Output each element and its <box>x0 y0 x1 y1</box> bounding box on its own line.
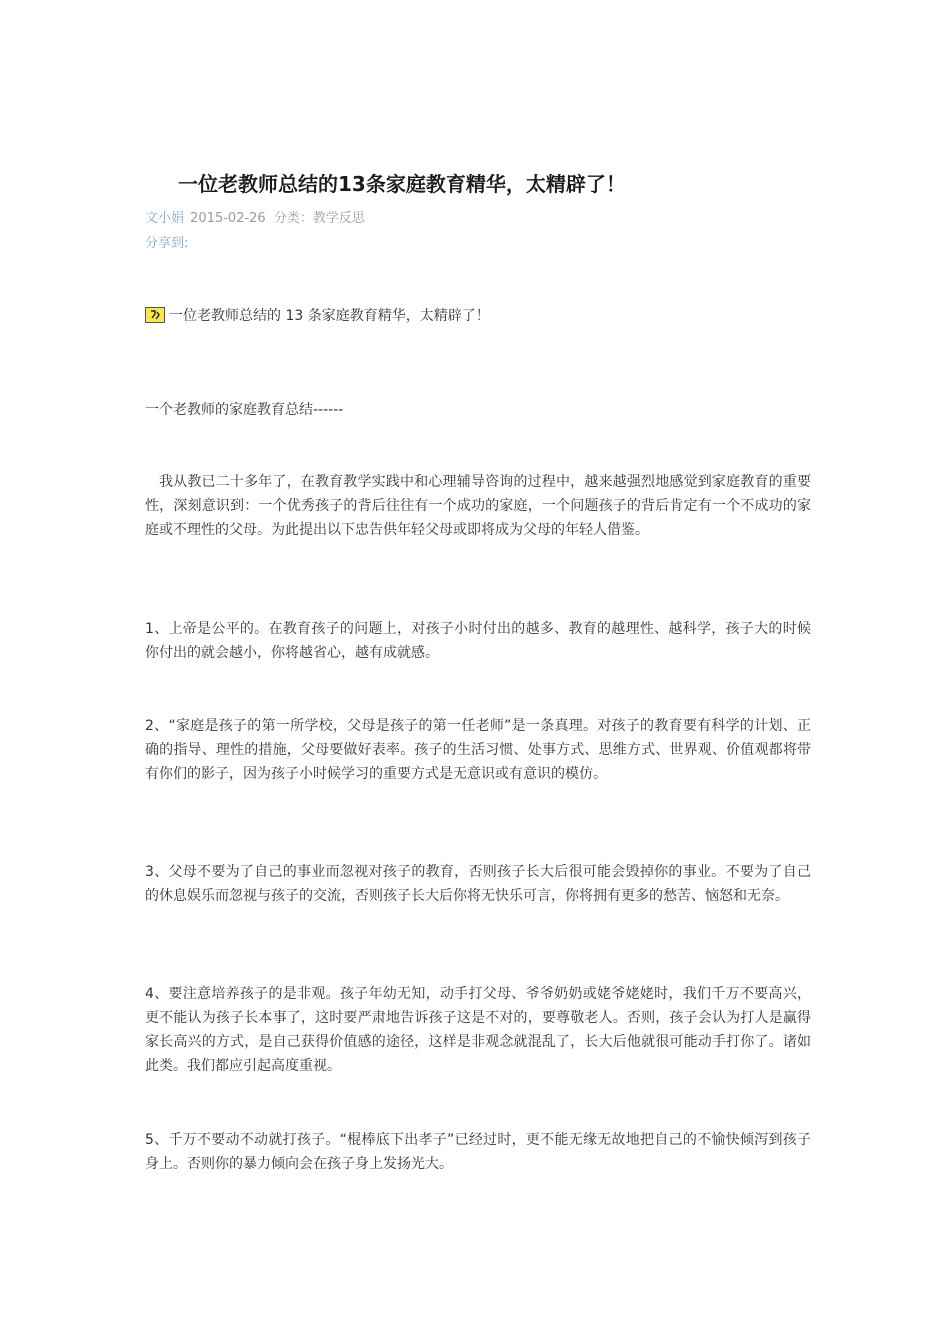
article-meta <box>145 210 365 228</box>
article-title: 一位老教师总结的13条家庭教育精华，太精辟了！ <box>178 172 626 196</box>
paragraph-item-3: 3、父母不要为了自己的事业而忽视对孩子的教育，否则孩子长大后很可能会毁掉你的事业。不要为了自己的休息娱乐而忽视与孩子的交流，否则孩子长大后你将无快乐可言，你将拥有更多的愁苦、恼怒和无奈。 <box>145 864 811 904</box>
category-label: 分类： <box>273 211 313 226</box>
repost-line <box>145 305 490 325</box>
paragraph-item-5: 5、千万不要动不动就打孩子。“棍棒底下出孝子”已经过时，更不能无缘无故地把自己的不愉快倾泻到孩子身上。否则你的暴力倾向会在孩子身上发扬光大。 <box>145 1132 811 1172</box>
intro-paragraph: 我从教已二十多年了，在教育教学实践中和心理辅导咨询的过程中，越来越强烈地感觉到家庭教育的重要性，深刻意识到：一个优秀孩子的背后往往有一个成功的家庭，一个问题孩子的背后肯定有一个不成功的家庭或不理性的父母。为此提出以下忠告供年轻父母或即将成为父母的年轻人借鉴。 <box>145 474 811 538</box>
author-link[interactable]: 文小娟 <box>145 211 185 226</box>
repost-text: 一位老教师总结的 13 条家庭教育精华，太精辟了！ <box>169 308 490 324</box>
section-subheading: 一个老教师的家庭教育总结------ <box>145 402 344 418</box>
category-link[interactable]: 教学反思 <box>312 211 365 226</box>
publish-date: 2015-02-26 <box>190 211 266 226</box>
share-link[interactable]: 分享到: <box>145 236 189 251</box>
paragraph-item-1: 1、上帝是公平的。在教育孩子的问题上，对孩子小时付出的越多、教育的越理性、越科学，孩子大的时候你付出的就会越小，你将越省心，越有成就感。 <box>145 621 811 661</box>
paragraph-item-4: 4、要注意培养孩子的是非观。孩子年幼无知，动手打父母、爷爷奶奶或姥爷姥姥时，我们千万不要高兴，更不能认为孩子长本事了，这时要严肃地告诉孩子这是不对的，要尊敬老人。否则，孩子会认为打人是赢得家长高兴的方式，是自己获得价值感的途径，这样是非观念就混乱了，长大后他就很可能动手打你了。诸如此类。我们都应引起高度重视。 <box>145 986 811 1074</box>
repost-icon <box>145 307 165 323</box>
paragraph-item-2: 2、“家庭是孩子的第一所学校，父母是孩子的第一任老师”是一条真理。对孩子的教育要有科学的计划、正确的指导、理性的措施，父母要做好表率。孩子的生活习惯、处事方式、思维方式、世界观、价值观都将带有你们的影子，因为孩子小时候学习的重要方式是无意识或有意识的模仿。 <box>145 718 811 782</box>
